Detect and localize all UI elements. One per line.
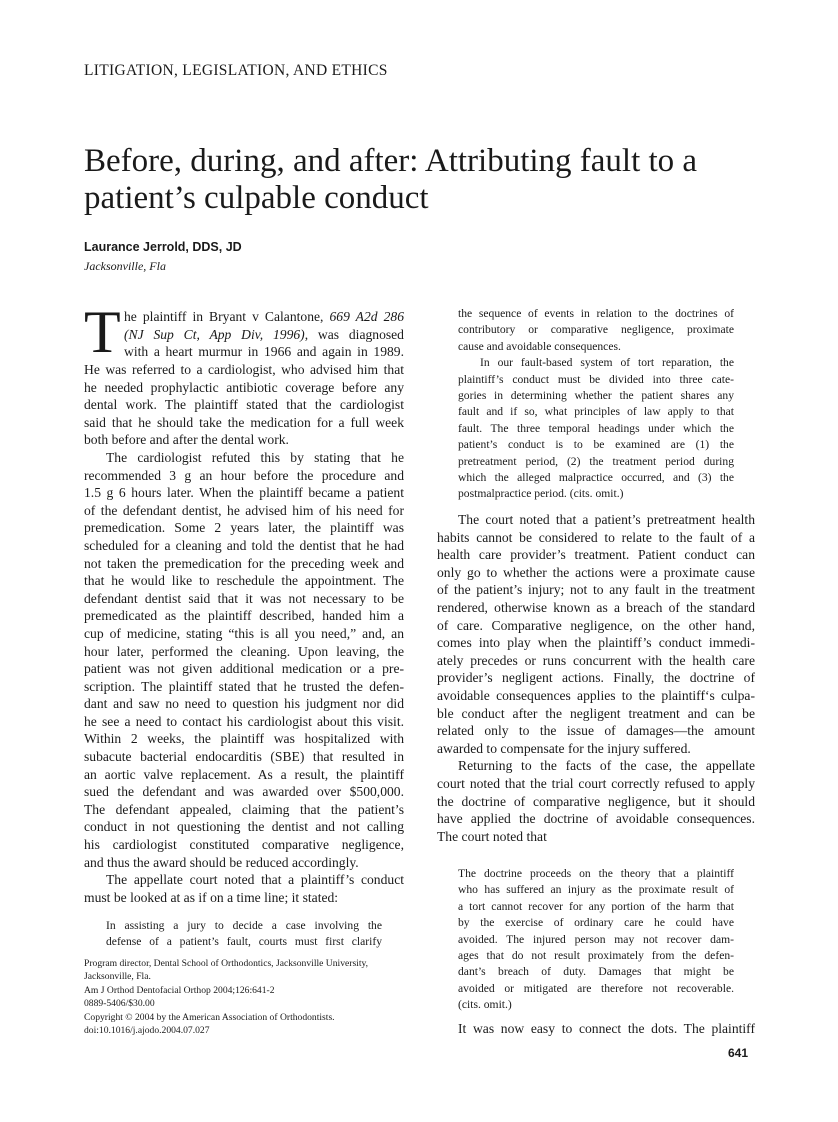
right-column-body	[437, 511, 755, 845]
text-line: of the patient’s injury; not to any fault in the treatment	[437, 582, 755, 598]
text-line: sued the defendant and was awarded over $500,000.	[84, 784, 404, 800]
footnote-line: Program director, Dental School of Orthodontics, Jacksonville University,	[84, 958, 369, 969]
title-line: patient’s culpable conduct	[84, 180, 429, 216]
text-line: postmalpractice period. (cits. omit.)	[458, 487, 624, 501]
text-line: avoided or mitigated are therefore not recoverable.	[458, 981, 734, 995]
text-line: only go to whether the actions were a proximate cause	[437, 564, 755, 580]
text-line: Returning to the facts of the case, the appellate	[458, 758, 755, 774]
text-line: awarded to compensate for the injury suffered.	[437, 740, 691, 756]
text-line: court noted that the trial court correctly refused to apply	[437, 775, 755, 791]
text-line: he see a need to contact his cardiologist about this visit.	[84, 713, 404, 729]
drop-cap: T	[84, 299, 121, 365]
text-line: of the defendant dentist, he advised him of his need for	[84, 502, 404, 518]
author-affiliation: Jacksonville, Fla	[84, 259, 166, 273]
text-line: ages that do not result proximately from the defen-	[458, 949, 734, 963]
text-span: he plaintiff in Bryant v Calantone,	[124, 309, 330, 324]
text-line: that he would like to reschedule the appointment. The	[84, 573, 404, 589]
footnote	[84, 957, 406, 1037]
text-line: avoidable consequences applies to the plaintiff‘s culpa-	[437, 687, 755, 703]
text-line: a tort cannot recover for any portion of the harm that	[458, 899, 734, 913]
text-line: defendant dentist said that it was not necessary to be	[84, 590, 404, 606]
text-line	[124, 326, 404, 344]
text-line: It was now easy to connect the dots. The plaintiff	[458, 1021, 755, 1036]
text-line: The cardiologist refuted this by stating that he	[106, 449, 404, 465]
text-line: have applied the doctrine of avoidable consequences.	[437, 811, 755, 827]
text-line: fault and if so, what principles of law apply to that	[458, 405, 734, 419]
text-line: an aortic valve replacement. As a result, the plaintiff	[84, 766, 404, 782]
text-line: dental work. The plaintiff stated that the cardiologist	[84, 397, 404, 413]
left-column-quote	[106, 918, 382, 951]
right-column-last-line	[458, 1020, 755, 1038]
text-line: hour later, performed the cleaning. Upon leaving, the	[84, 643, 404, 659]
text-line: comes into play when the plaintiff’s conduct immedi-	[437, 635, 755, 651]
text-line	[124, 308, 404, 326]
text-line: recommended 3 g an hour before the procedure and	[84, 467, 404, 483]
text-line: subacute bacterial endocarditis (SBE) that resulted in	[84, 749, 404, 765]
text-line: not taken the premedication for the preceding week and	[84, 555, 404, 571]
text-line: by the exercise of ordinary care he could have	[458, 916, 734, 930]
text-line: gories in determining whether the patient shares any	[458, 389, 734, 403]
text-line: patient was not given additional medication or a pre-	[84, 661, 404, 677]
left-column-intro	[124, 308, 404, 361]
text-line: The court noted that a patient’s pretreatment health	[458, 512, 755, 527]
text-line: pretreatment period, (2) the treatment period during	[458, 454, 734, 468]
text-line: In our fault-based system of tort reparation, the	[480, 356, 734, 370]
text-line: ble conduct after the negligent treatment and can be	[437, 705, 755, 721]
text-line: The appellate court noted that a plaintiff’s conduct	[106, 872, 404, 888]
text-line: The defendant appealed, claiming that the patient’s	[84, 801, 404, 817]
text-line: The doctrine proceeds on the theory that a plaintiff	[458, 867, 734, 880]
right-column-quote-1	[458, 306, 734, 503]
right-column-quote-2	[458, 866, 734, 1014]
text-line: cause and avoidable consequences.	[458, 339, 621, 353]
left-column-body	[84, 361, 404, 906]
text-line: cup of medicine, stating “this is all you need,” and, an	[84, 625, 404, 641]
text-line: conduct in not questioning the dentist and not calling	[84, 819, 404, 835]
citation-text: (NJ Sup Ct, App Div, 1996)	[124, 326, 305, 342]
text-span: , was diagnosed	[304, 326, 404, 342]
text-line: provider’s negligent actions. Finally, the doctrine of	[437, 670, 755, 686]
text-line: said that he should take the medication for a full week	[84, 414, 404, 430]
text-line: dant’s breach of duty. Damages that might be	[458, 965, 734, 979]
footnote-line: 0889-5406/$30.00	[84, 998, 155, 1010]
text-line: dant and saw no need to question his judgment nor did	[84, 696, 404, 712]
text-line: Within 2 weeks, the plaintiff was hospitalized with	[84, 731, 404, 747]
title-line: Before, during, and after: Attributing fault to a	[84, 143, 698, 179]
text-line: both before and after the dental work.	[84, 432, 289, 448]
text-line: He was referred to a cardiologist, who advised him that	[84, 362, 404, 377]
author-name: Laurance Jerrold, DDS, JD	[84, 240, 242, 254]
citation-text: 669 A2d 286	[329, 309, 404, 324]
text-line: rendered, otherwise known as a breach of the standard	[437, 599, 755, 615]
article-title	[84, 143, 774, 217]
text-line: he needed prophylactic antibiotic coverage before any	[84, 379, 404, 395]
footnote-line: Am J Orthod Dentofacial Orthop 2004;126:641-2	[84, 984, 275, 996]
footnote-line: Jacksonville, Fla.	[84, 971, 151, 983]
footnote-line: Copyright © 2004 by the American Association of Orthodontists.	[84, 1011, 335, 1023]
text-line: fault. The three temporal headings under which the	[458, 421, 734, 435]
text-line: avoided. The injured person may not recover dam-	[458, 932, 734, 946]
text-line: (cits. omit.)	[458, 998, 512, 1012]
text-line: the doctrine of comparative negligence, but it should	[437, 793, 755, 809]
text-line: plaintiff’s conduct must be divided into three cate-	[458, 372, 734, 386]
text-line: which the alleged malpractice occurred, and (3) the	[458, 471, 734, 485]
text-line: The court noted that	[437, 828, 547, 844]
text-line: who has suffered an injury as the proximate result of	[458, 883, 734, 897]
text-line: premedication. Some 2 years later, the plaintiff was	[84, 520, 404, 536]
text-line: 1.5 g 6 hours later. When the plaintiff became a patient	[84, 485, 404, 501]
text-line: his cardiologist constituted comparative negligence,	[84, 837, 404, 853]
text-span: with a heart murmur in 1966 and again in 1989.	[124, 344, 404, 360]
text-line: scription. The plaintiff stated that he trusted the defen-	[84, 678, 404, 694]
text-line: related only to the issue of damages—the amount	[437, 723, 755, 739]
section-label: LITIGATION, LEGISLATION, AND ETHICS	[84, 62, 388, 79]
text-line: patient’s conduct is to be examined are (1) the	[458, 438, 734, 452]
text-line: the sequence of events in relation to the doctrines of	[458, 307, 734, 320]
text-line: contributory or comparative negligence, proximate	[458, 323, 734, 337]
text-line	[124, 343, 404, 361]
text-line: scheduled for a cleaning and told the dentist that he had	[84, 537, 404, 553]
text-line: of care. Comparative negligence, on the other hand,	[437, 617, 755, 633]
text-line: health care provider’s treatment. Patient conduct can	[437, 547, 755, 563]
text-line: and thus the award should be reduced accordingly.	[84, 854, 359, 870]
footnote-line: doi:10.1016/j.ajodo.2004.07.027	[84, 1025, 210, 1037]
page-number: 641	[728, 1046, 749, 1060]
text-line: In assisting a jury to decide a case involving the	[106, 919, 382, 932]
text-line: ately precedes or runs concurrent with the health care	[437, 652, 755, 668]
text-line: must be looked at as if on a time line; it stated:	[84, 889, 339, 905]
text-line: premedicated as the plaintiff described, handed him a	[84, 608, 404, 624]
text-line: habits cannot be considered to relate to the fault of a	[437, 529, 755, 545]
text-line: defense of a patient’s fault, courts must first clarify	[106, 935, 382, 949]
